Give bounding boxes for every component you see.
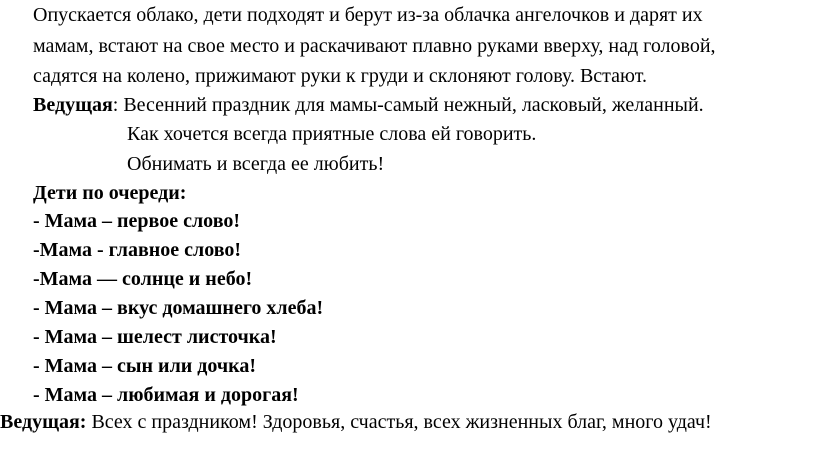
intro-line: мамам, встают на свое место и раскачивают плавно руками вверху, над головой, — [33, 35, 716, 57]
host-text: : Весенний праздник для мамы-самый нежный, ласковый, желанный. — [112, 94, 704, 116]
host-line-2: Как хочется всегда приятные слова ей говорить. — [127, 123, 537, 145]
child-line: -Мама - главное слово! — [33, 239, 242, 261]
child-line: - Мама – первое слово! — [33, 210, 241, 232]
closing-label: Ведущая: — [0, 411, 87, 433]
child-line: - Мама – вкус домашнего хлеба! — [33, 297, 324, 319]
child-line: - Мама – шелест листочка! — [33, 326, 277, 348]
intro-line: Опускается облако, дети подходят и берут из-за облачка ангелочков и дарят их — [33, 4, 703, 26]
children-heading: Дети по очереди: — [33, 182, 187, 204]
host-line-1 — [33, 93, 704, 117]
child-line: - Мама – любимая и дорогая! — [33, 384, 299, 406]
closing-text: Всех с праздником! Здоровья, счастья, всех жизненных благ, много удач! — [86, 411, 712, 433]
host-line-3: Обнимать и всегда ее любить! — [127, 153, 385, 175]
intro-line: садятся на колено, прижимают руки к груди и склоняют голову. Встают. — [33, 65, 647, 87]
child-line: - Мама – сын или дочка! — [33, 355, 257, 377]
child-line: -Мама — солнце и небо! — [33, 268, 253, 290]
closing-line — [0, 410, 712, 434]
host-label: Ведущая — [33, 94, 113, 116]
